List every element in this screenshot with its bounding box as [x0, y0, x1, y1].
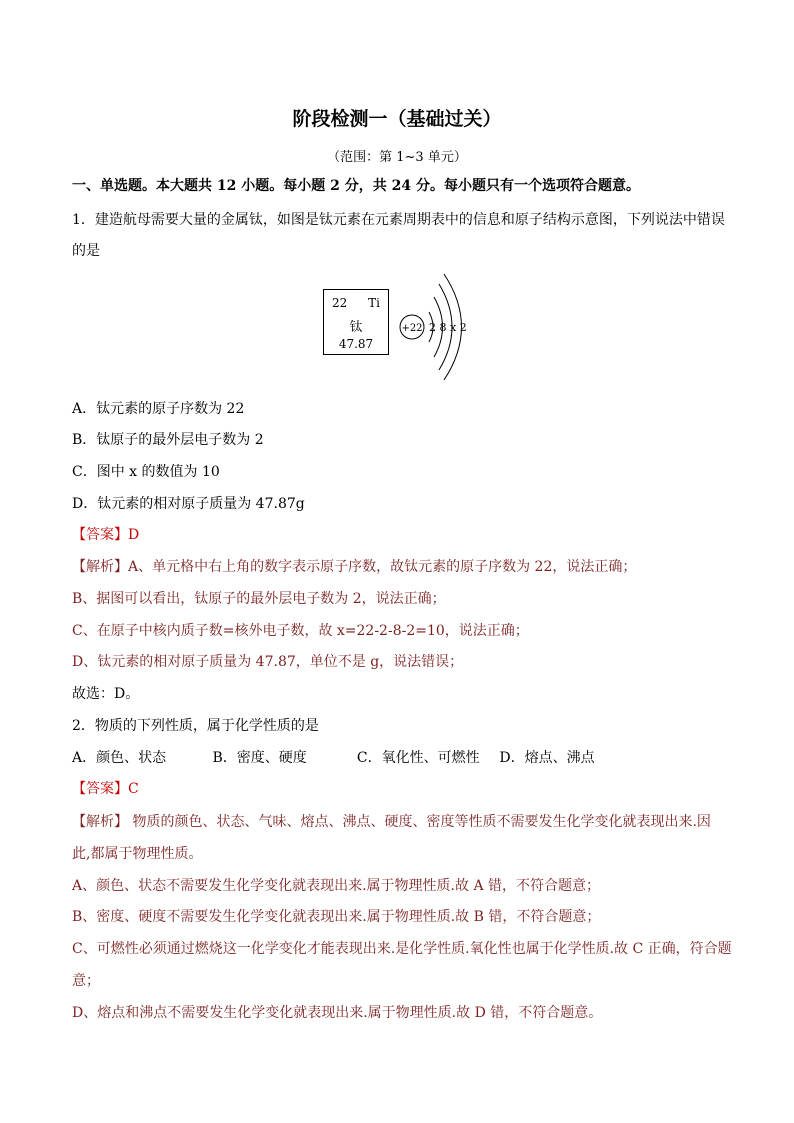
atomic-mass: 47.87	[338, 337, 374, 351]
q2-analysis-line2: 此,都属于物理性质。	[72, 846, 203, 862]
page-subtitle: （范围：第 1~3 单元）	[327, 150, 467, 165]
q2-option-d: D．熔点、沸点	[499, 750, 595, 766]
q1-analysis-line2: B、据图可以看出，钛原子的最外层电子数为 2，说法正确；	[72, 591, 446, 607]
atom-structure-diagram	[396, 268, 506, 384]
q1-stem-line2: 的是	[72, 243, 100, 259]
q2-analysis-d: D、熔点和沸点不需要发生化学变化就表现出来.属于物理性质.故 D 错，不符合题意。	[72, 1005, 603, 1021]
q2-analysis-line1: 【解析】 物质的颜色、状态、气味、熔点、沸点、硬度、密度等性质不需要发生化学变化就表现出来.因	[72, 814, 711, 830]
q1-option-a: A．钛元素的原子序数为 22	[72, 401, 245, 417]
shell-electron-counts: 2 8 x 2	[429, 321, 467, 334]
atomic-number: 22	[332, 296, 348, 310]
element-name: 钛	[349, 320, 363, 335]
q2-option-b: B．密度、硬度	[212, 750, 307, 766]
q1-conclusion: 故选：D。	[72, 686, 140, 702]
q1-analysis-line1: 【解析】A、单元格中右上角的数字表示原子序数，故钛元素的原子序数为 22，说法正确；	[72, 559, 637, 575]
q2-answer: 【答案】C	[72, 781, 139, 797]
q1-analysis-line3: C、在原子中核内质子数=核外电子数，故 x=22-2-8-2=10，说法正确；	[72, 623, 529, 639]
q2-options	[72, 749, 595, 767]
q2-option-a: A．颜色、状态	[72, 750, 167, 766]
q2-analysis-c1: C、可燃性必须通过燃烧这一化学变化才能表现出来.是化学性质.氧化性也属于化学性质.故 C 正确，符合题	[72, 941, 732, 957]
q2-option-c: C．氧化性、可燃性	[356, 750, 480, 766]
periodic-table-tile	[323, 289, 389, 355]
page-title: 阶段检测一（基础过关）	[292, 108, 502, 130]
q1-option-c: C．图中 x 的数值为 10	[72, 464, 220, 480]
q1-stem-line1: 1．建造航母需要大量的金属钛，如图是钛元素在元素周期表中的信息和原子结构示意图，下列说法中错误	[72, 212, 725, 228]
q1-analysis-line4: D、钛元素的相对原子质量为 47.87，单位不是 g，说法错误；	[72, 654, 464, 670]
q2-analysis-a: A、颜色、状态不需要发生化学变化就表现出来.属于物理性质.故 A 错，不符合题意；	[72, 878, 601, 894]
q2-stem: 2．物质的下列性质，属于化学性质的是	[72, 718, 319, 734]
q2-analysis-b: B、密度、硬度不需要发生化学变化就表现出来.属于物理性质.故 B 错，不符合题意；	[72, 909, 601, 925]
section-heading: 一、单选题。本大题共 12 小题。每小题 2 分，共 24 分。每小题只有一个选项符合题意。	[72, 178, 640, 194]
q2-analysis-c2: 意；	[72, 973, 100, 989]
q1-option-b: B．钛原子的最外层电子数为 2	[72, 432, 264, 448]
element-symbol: Ti	[368, 296, 380, 310]
q1-answer: 【答案】D	[72, 527, 140, 543]
q1-option-d: D．钛元素的相对原子质量为 47.87g	[72, 496, 305, 512]
nucleus-charge: +22	[401, 323, 423, 334]
